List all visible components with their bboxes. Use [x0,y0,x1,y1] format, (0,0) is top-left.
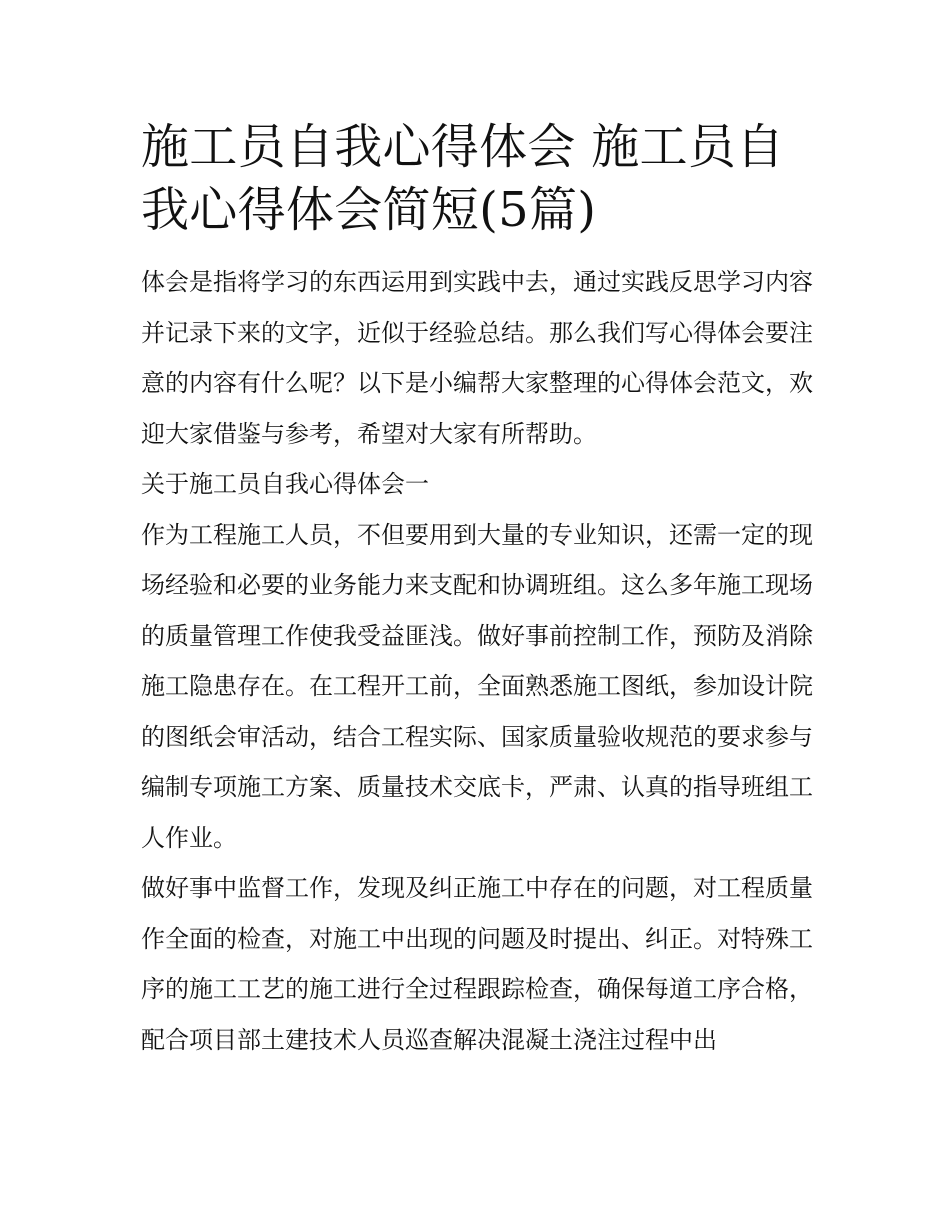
section-heading: 关于施工员自我心得体会一 [141,470,429,498]
document-body [141,257,813,1065]
body-paragraph: 做好事中监督工作，发现及纠正施工中存在的问题，对工程质量作全面的检查，对施工中出现的问题及时提出、纠正。对特殊工序的施工工艺的施工进行全过程跟踪检查，确保每道工序合格，配合项目部土建技术人员巡查解决混凝土浇注过程中出 [141,874,813,1054]
intro-paragraph: 体会是指将学习的东西运用到实践中去，通过实践反思学习内容并记录下来的文字，近似于经验总结。那么我们写心得体会要注意的内容有什么呢？以下是小编帮大家整理的心得体会范文，欢迎大家借鉴与参考，希望对大家有所帮助。 [141,268,813,448]
document-content [141,116,813,1065]
document-title: 施工员自我心得体会 施工员自我心得体会简短(5篇) [141,119,785,238]
body-paragraph: 作为工程施工人员，不但要用到大量的专业知识，还需一定的现场经验和必要的业务能力来支配和协调班组。这么多年施工现场的质量管理工作使我受益匪浅。做好事前控制工作，预防及消除施工隐患存在。在工程开工前，全面熟悉施工图纸，参加设计院的图纸会审活动，结合工程实际、国家质量验收规范的要求参与编制专项施工方案、质量技术交底卡，严肃、认真的指导班组工人作业。 [141,520,813,852]
